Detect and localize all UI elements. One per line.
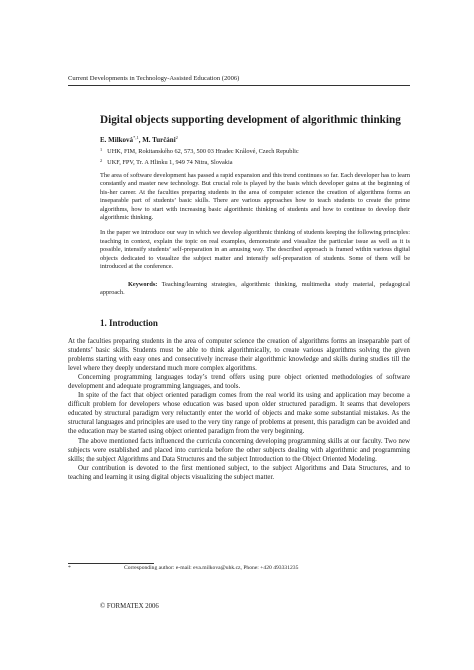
affiliation-2-mark: 2	[100, 157, 103, 163]
body-paragraph-5: Our contribution is devoted to the first mentioned subject, to the subject Algorithms and Data Structures, and to teaching and learning it using digital objects visualizing the subject matter.	[68, 464, 410, 481]
author-separator: ,	[138, 136, 143, 144]
footnote	[68, 565, 410, 572]
footnote-divider	[68, 563, 154, 564]
copyright-notice: © FORMATEX 2006	[100, 603, 159, 610]
body-paragraph-1: At the faculties preparing students in the area of computer science the creation of algorithms forms an inseparable part of students’ basic skills. Students must be able to think algorithmically, to create various algorithms solving the given problems starting with easy ones and consecutively increase their algorithmic knowledge and skills during studies till the level where they deeply understand much more complex algorithms.	[68, 338, 410, 373]
body-paragraph-3: In spite of the fact that object oriented paradigm comes from the real world its using and application may become a difficult problem for developers whose education was based upon older structured paradigm. It seams that developers educated by structural paradigm very reluctantly enter the world of objects and make some substantial mistakes. As the structural languages and principles are used to the very tiny range of problems at present, this paradigm can be avoided and the education may be started using object oriented paradigm from the very beginning.	[68, 392, 410, 436]
keywords-label: Keywords:	[128, 281, 158, 288]
paper-title: Digital objects supporting development of algorithmic thinking	[100, 114, 401, 126]
author-1-marker: *,1	[133, 135, 139, 140]
affiliation-2	[100, 157, 400, 168]
affiliations	[100, 146, 400, 167]
abstract	[100, 172, 410, 278]
affiliation-1-mark: 1	[100, 147, 103, 152]
affiliation-1	[100, 146, 400, 157]
footnote-text: Corresponding author: e-mail: eva.milkova@uhk.cz, Phone: +420 493331235	[124, 565, 299, 571]
affiliation-2-text: UKF, FPV, Tr. A Hlinku 1, 949 74 Nitra, Slovakia	[107, 158, 233, 166]
abstract-paragraph-1: The area of software development has passed a rapid expansion and this trend continues so far. Each developer has to learn constantly and master new technology. But crucial role is played by the basis which developer gains at the beginning of his-her career. At the faculties preparing students in the area of computer science the creation of algorithms forms an inseparable part of students’ basic skills. There are various approaches how to teach students to create the prime algorithms, how to start with increasing basic algorithmic thinking of students and how to continue to develop their algorithmic thinking.	[100, 172, 411, 222]
keywords	[100, 281, 410, 298]
abstract-paragraph-2: In the paper we introduce our way in which we develop algorithmic thinking of students keeping the following principles: teaching in context, explain the topic on real examples, demonstrate and visualize the particular issue as well as it is possible, intensify students’ self-preparation in an amusing way. The described approach is framed within various digital objects dedicated to visualize the subject matter and intensify self-preparation of students. Some of them will be introduced at the conference.	[100, 229, 410, 271]
author-2-name: M. Turčáni	[142, 136, 176, 144]
author-2-marker: 2	[175, 135, 178, 140]
introduction-body	[68, 337, 410, 482]
section-heading-introduction: 1. Introduction	[100, 318, 158, 328]
body-paragraph-2: Concerning programming languages today’s trend offers using pure object oriented methodologies of software development and adequate programming languages, and tools.	[68, 374, 410, 391]
running-head: Current Developments in Technology-Assisted Education (2006)	[68, 75, 410, 86]
author-1-name: E. Milková	[100, 136, 134, 144]
body-paragraph-4: The above mentioned facts influenced the curricula concerning developing programming skills at our faculty. Two new subjects were established and placed into curricula before the other subjects dealing with algorithmic and programming skills; the subject Algorithms and Data Structures and the subject Introduction to the Object Oriented Modeling.	[68, 437, 410, 463]
author-line	[100, 133, 400, 145]
affiliation-1-text: UHK, FIM, Rokitanského 62, 573, 500 03 Hradec Králové, Czech Republic	[107, 148, 299, 155]
keywords-text: Teaching/learning strategies, algorithmic thinking, multimedia study material, pedagogical approach.	[100, 281, 411, 297]
footnote-mark: *	[68, 565, 71, 571]
